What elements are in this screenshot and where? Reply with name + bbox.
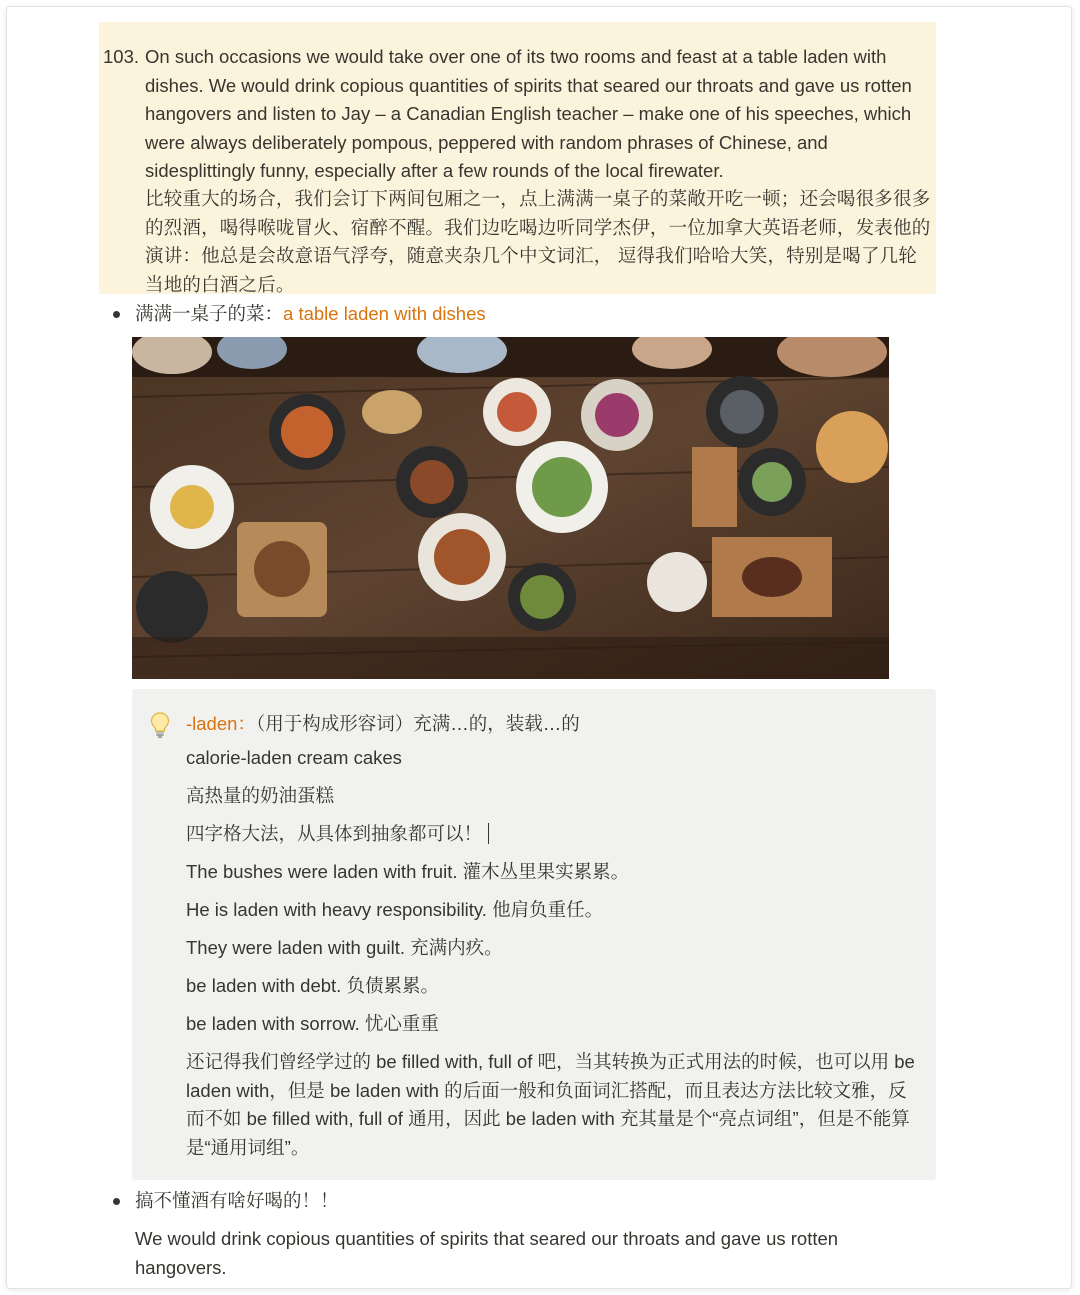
page-frame: [6, 6, 1072, 1289]
text-cursor: [488, 823, 489, 844]
quote-english-text[interactable]: On such occasions we would take over one of its two rooms and feast at a table laden with dishes. We would drink copious quantities of spirits that seared our throats and gave us rotten hangovers and listen to Jay – a Canadian English teacher – make one of his speeches, which were always deliberately pompous, peppered with random phrases of Chinese, and sidesplittingly funny, especially after a few rounds of the local firewater.: [145, 46, 912, 181]
bullet-sub-sentence[interactable]: We would drink copious quantities of spirits that seared our throats and gave us rotten hangovers.: [135, 1228, 839, 1278]
callout-definition-text: （用于构成形容词）充满…的，装载…的: [255, 713, 580, 734]
callout-line[interactable]: be laden with sorrow. 忧心重重: [186, 1013, 439, 1034]
callout-line[interactable]: They were laden with guilt. 充满内疚。: [186, 937, 503, 958]
callout-paragraph[interactable]: 还记得我们曾经学过的 be filled with, full of 吧，当其转换为正式用法的时候，也可以用 be laden with，但是 be laden with 的后面一般和负面词汇搭配，而且表达方法比较文雅，反而不如 be filled with, full of 通用，因此 be laden with 充其量是个“亮点词组”，但是不能算是“通用词组”。: [186, 1051, 915, 1158]
highlighted-quote-block[interactable]: [99, 22, 936, 294]
bullet-dot: [113, 1198, 120, 1205]
feast-table-illustration: [132, 337, 889, 679]
callout-line[interactable]: The bushes were laden with fruit. 灌木丛里果实累累。: [186, 861, 630, 882]
callout-block[interactable]: [132, 689, 936, 1180]
feast-table-photo[interactable]: [132, 337, 889, 679]
bullet-item-wine-comment[interactable]: 搞不懂酒有啥好喝的！！: [135, 1190, 339, 1211]
lightbulb-icon: [150, 711, 170, 739]
callout-term: -laden：: [186, 713, 256, 734]
quote-chinese-translation[interactable]: 比较重大的场合，我们会订下两间包厢之一，点上满满一桌子的菜敞开吃一顿；还会喝很多很多的烈酒，喝得喉咙冒火、宿醉不醒。我们边吃喝边听同学杰伊，一位加拿大英语老师，发表他的演讲：他总是会故意语气浮夸，随意夹杂几个中文词汇， 逗得我们哈哈大笑，特别是喝了几轮当地的白酒之后。: [145, 188, 931, 295]
bullet-prefix: 满满一桌子的菜：: [135, 303, 284, 324]
callout-line[interactable]: be laden with debt. 负债累累。: [186, 975, 439, 996]
list-number: 103.: [103, 46, 140, 67]
notion-page: [7, 7, 1071, 1288]
callout-line[interactable]: 高热量的奶油蛋糕: [186, 785, 335, 806]
callout-line-with-caret[interactable]: [186, 820, 489, 848]
callout-definition[interactable]: [186, 710, 580, 738]
callout-line[interactable]: calorie-laden cream cakes: [186, 747, 402, 768]
highlight-phrase: a table laden with dishes: [283, 303, 486, 324]
bullet-item-table-laden[interactable]: [135, 300, 486, 328]
bullet-dot: [113, 311, 120, 318]
callout-line-text: 四字格大法，从具体到抽象都可以！: [186, 823, 483, 844]
callout-line[interactable]: He is laden with heavy responsibility. 他肩负重任。: [186, 899, 604, 920]
